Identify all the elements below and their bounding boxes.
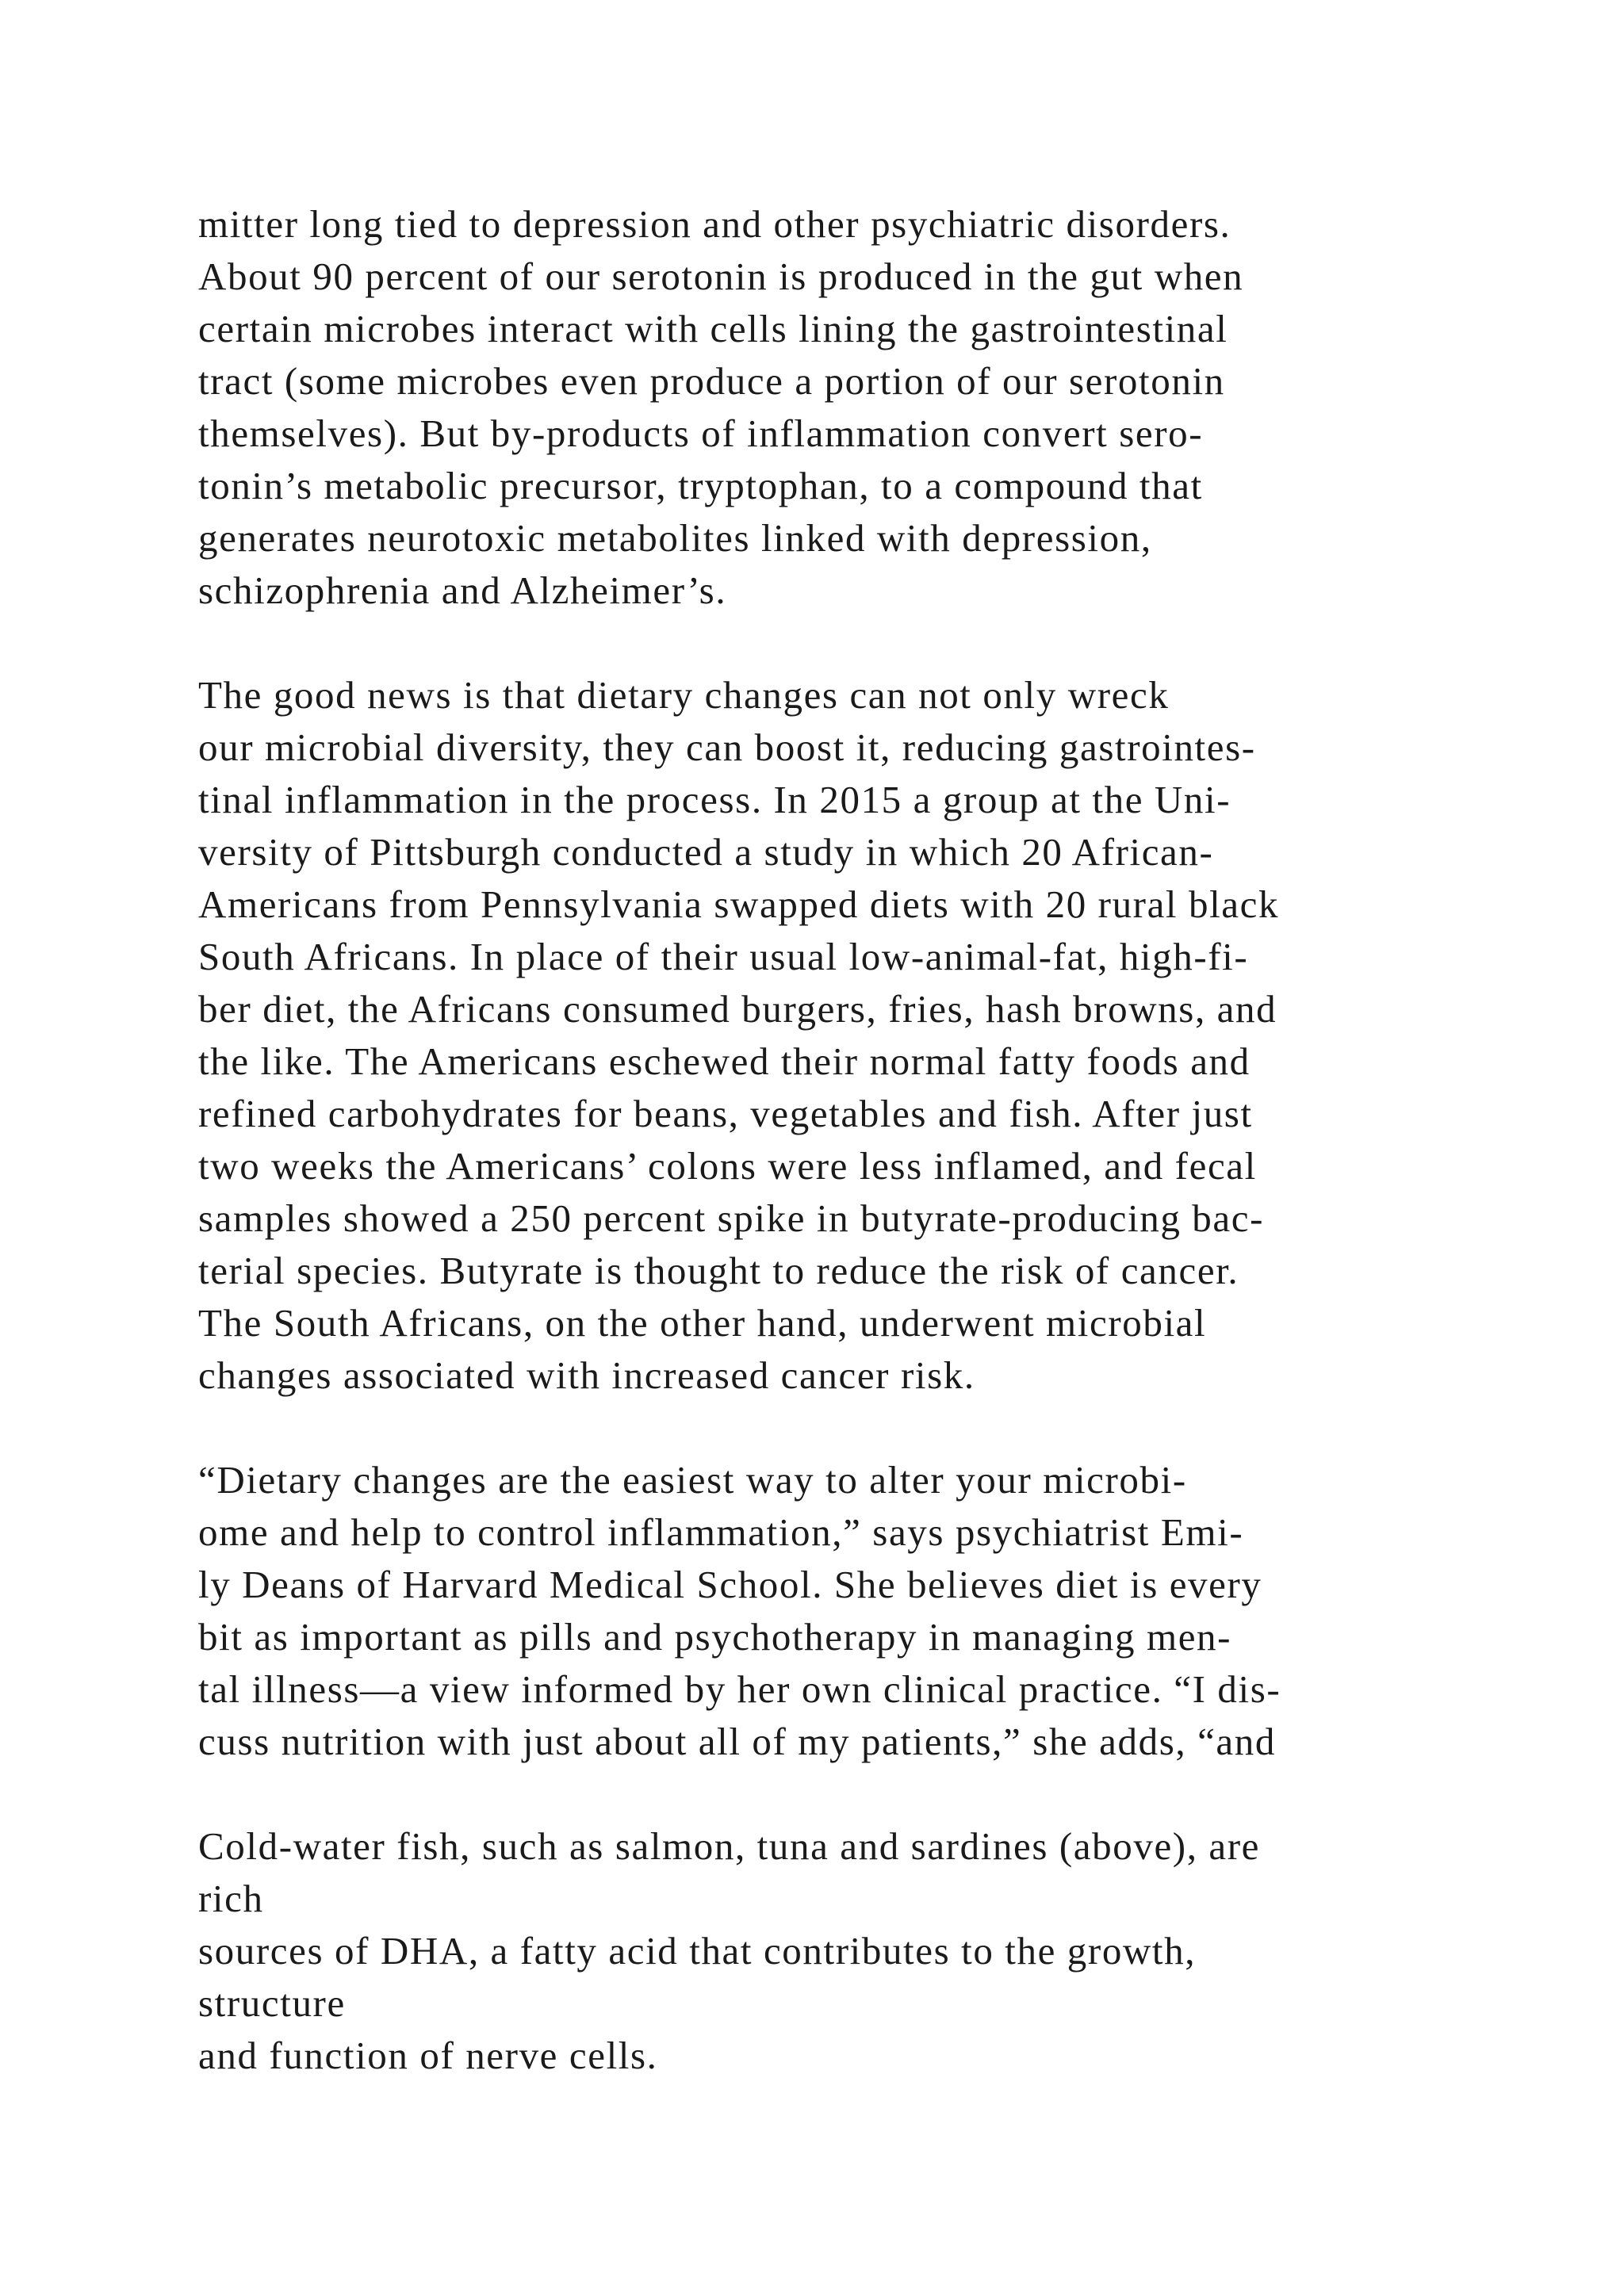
text-line: terial species. Butyrate is thought to reduce the risk of cancer.	[198, 1249, 1239, 1292]
text-line: ly Deans of Harvard Medical School. She believes diet is every	[198, 1563, 1262, 1606]
text-line: The South Africans, on the other hand, underwent microbial	[198, 1301, 1207, 1345]
text-line: structure	[198, 1981, 346, 2025]
text-line: tonin’s metabolic precursor, tryptophan, to a compound that	[198, 464, 1203, 507]
paragraph-serotonin	[198, 198, 1483, 617]
text-line: mitter long tied to depression and other psychiatric disorders.	[198, 202, 1231, 246]
text-line: the like. The Americans eschewed their normal fatty foods and	[198, 1039, 1251, 1083]
text-line: The good news is that dietary changes can not only wreck	[198, 673, 1170, 717]
text-line: sources of DHA, a fatty acid that contributes to the growth,	[198, 1929, 1197, 1973]
paragraph-caption	[198, 1820, 1483, 2082]
text-line: samples showed a 250 percent spike in butyrate-producing bac-	[198, 1196, 1264, 1240]
text-line: refined carbohydrates for beans, vegetables and fish. After just	[198, 1092, 1253, 1135]
text-line: bit as important as pills and psychotherapy in managing men-	[198, 1615, 1232, 1659]
text-line: Cold-water fish, such as salmon, tuna and sardines (above), are	[198, 1824, 1261, 1868]
text-line: Americans from Pennsylvania swapped diets with 20 rural black	[198, 882, 1280, 926]
text-line: our microbial diversity, they can boost it, reducing gastrointes-	[198, 725, 1256, 769]
text-line: About 90 percent of our serotonin is produced in the gut when	[198, 254, 1244, 298]
text-line: generates neurotoxic metabolites linked with depression,	[198, 516, 1152, 560]
text-line: rich	[198, 1877, 264, 1920]
text-line: two weeks the Americans’ colons were less inflamed, and fecal	[198, 1144, 1257, 1188]
text-line: South Africans. In place of their usual low-animal-fat, high-fi-	[198, 935, 1249, 978]
paragraph-quote	[198, 1454, 1483, 1768]
text-line: ber diet, the Africans consumed burgers, fries, hash browns, and	[198, 987, 1277, 1031]
text-line: tinal inflammation in the process. In 2015 a group at the Uni-	[198, 778, 1231, 821]
text-line: cuss nutrition with just about all of my patients,” she adds, “and	[198, 1720, 1276, 1763]
text-line: tract (some microbes even produce a portion of our serotonin	[198, 359, 1225, 403]
text-line: “Dietary changes are the easiest way to alter your microbi-	[198, 1458, 1187, 1502]
paragraph-diet-study	[198, 669, 1483, 1402]
text-line: tal illness—a view informed by her own clinical practice. “I dis-	[198, 1667, 1281, 1711]
text-line: certain microbes interact with cells lining the gastrointestinal	[198, 307, 1228, 350]
text-line: ome and help to control inflammation,” says psychiatrist Emi-	[198, 1510, 1244, 1554]
text-line: schizophrenia and Alzheimer’s.	[198, 568, 727, 612]
text-line: and function of nerve cells.	[198, 2034, 658, 2077]
text-line: themselves). But by-products of inflammation convert sero-	[198, 411, 1204, 455]
text-line: versity of Pittsburgh conducted a study in which 20 African-	[198, 830, 1214, 874]
text-line: changes associated with increased cancer risk.	[198, 1353, 975, 1397]
document-page	[198, 198, 1483, 2134]
